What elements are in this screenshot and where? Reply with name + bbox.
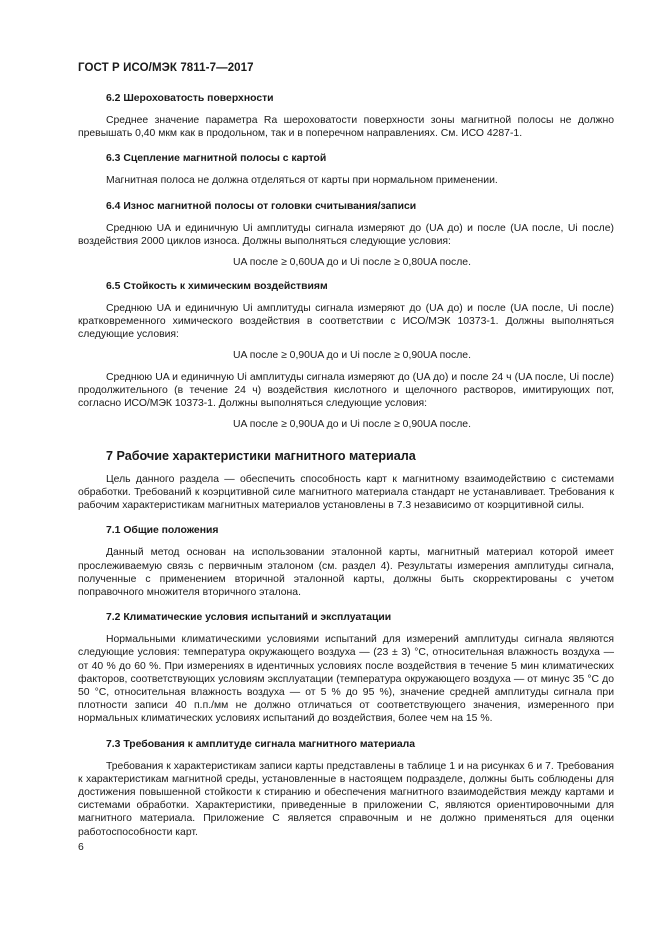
section-6-3-title: 6.3 Сцепление магнитной полосы с картой — [106, 153, 327, 165]
section-7-2-paragraph: Нормальными климатическими условиями испытаний для измерений амплитуды сигнала являются следующие условия: температура окружающего воздуха — (23 ± 3) °C, относительная влажность воздуха — от 40 % до 60 %. При измерениях в идентичных условиях после воздействия в течение 5 мин климатических факторов, соответствующих условиям эксплуатации (температура окружающего воздуха — от минус 35 °C до 50 °C, относительная влажность воздуха — от 5 % до 95 %), значение средней амплитуды сигнала при плотности записи 40 п.п./мм не должно отличаться от соответствующего значения, измеренного при нормальных климатических условиях испытаний до воздействия, более чем на 15 %. — [78, 634, 614, 725]
section-6-5-paragraph-2: Среднюю UA и единичную Ui амплитуды сигнала измеряют до (UA до) и после 24 ч (UA после, Ui после) продолжительного (в течение 24 ч) воздействия кислотного и щелочного растворов, имитирующих пот, согласно ИСО/МЭК 10373-1. Должны выполняться следующие условия: — [78, 371, 614, 410]
section-6-4-formula: UA после ≥ 0,60UA до и Ui после ≥ 0,80UA после. — [233, 257, 471, 269]
section-6-2-title: 6.2 Шероховатость поверхности — [106, 93, 274, 104]
section-7-3-title: 7.3 Требования к амплитуде сигнала магнитного материала — [106, 738, 415, 750]
section-6-4-paragraph: Среднюю UA и единичную Ui амплитуды сигнала измеряют до (UA до) и после (UA после, Ui после) воздействия 2000 циклов износа. Должны выполняться следующие условия: — [78, 222, 614, 247]
page-number: 6 — [78, 842, 84, 853]
section-7-1-paragraph: Данный метод основан на использовании эталонной карты, магнитный материал которой имеет прослеживаемую связь с первичным эталоном (см. раздел 4). Результаты измерения амплитуды сигнала, полученные с применением вторичной эталонной карты, должны быть скорректированы с учетом поправочного множителя вторичного эталона. — [78, 547, 614, 598]
document-header: ГОСТ Р ИСО/МЭК 7811-7—2017 — [78, 62, 254, 74]
section-7-3-paragraph: Требования к характеристикам записи карты представлены в таблице 1 и на рисунках 6 и 7. Требования к характеристикам магнитной среды, установленные в настоящем подразделе, должны быть соблюдены для достижения повышенной стойкости к стиранию и обеспечения магнитного взаимодействия между картами и системами обработки. Характеристики, приведенные в приложении C, являются ориентировочными для магнитного материала. Приложение C является справочным и не должно применяться для оценки работоспособности карт. — [78, 760, 614, 838]
document-body — [78, 92, 614, 839]
section-6-2-paragraph: Среднее значение параметра Ra шероховатости поверхности зоны магнитной полосы не должно превышать 0,40 мкм как в продольном, так и в поперечном направлениях. См. ИСО 4287-1. — [78, 115, 614, 140]
section-7-title: 7 Рабочие характеристики магнитного материала — [106, 448, 416, 463]
section-6-3-paragraph: Магнитная полоса не должна отделяться от карты при нормальном применении. — [106, 175, 498, 187]
section-7-1-title: 7.1 Общие положения — [106, 525, 219, 537]
section-7-2-title: 7.2 Климатические условия испытаний и эксплуатации — [106, 612, 392, 624]
section-6-5-title: 6.5 Стойкость к химическим воздействиям — [106, 280, 328, 292]
section-6-5-formula-2: UA после ≥ 0,90UA до и Ui после ≥ 0,90UA после. — [233, 419, 471, 431]
section-6-5-formula-1: UA после ≥ 0,90UA до и Ui после ≥ 0,90UA после. — [233, 350, 471, 362]
section-6-5-paragraph-1: Среднюю UA и единичную Ui амплитуды сигнала измеряют до (UA до) и после (UA после, Ui после) кратковременного химического воздействия в соответствии с ИСО/МЭК 10373-1. Должны выполняться следующие условия: — [78, 302, 614, 340]
section-6-4-title: 6.4 Износ магнитной полосы от головки считывания/записи — [106, 200, 417, 212]
section-7-paragraph: Цель данного раздела — обеспечить способность карт к магнитному взаимодействию с системами обработки. Требований к коэрцитивной силе магнитного материала стандарт не устанавливает. Требования к рабочим характеристикам магнитных материалов установлены в 7.3 независимо от коэрцитивной силы. — [78, 473, 614, 512]
